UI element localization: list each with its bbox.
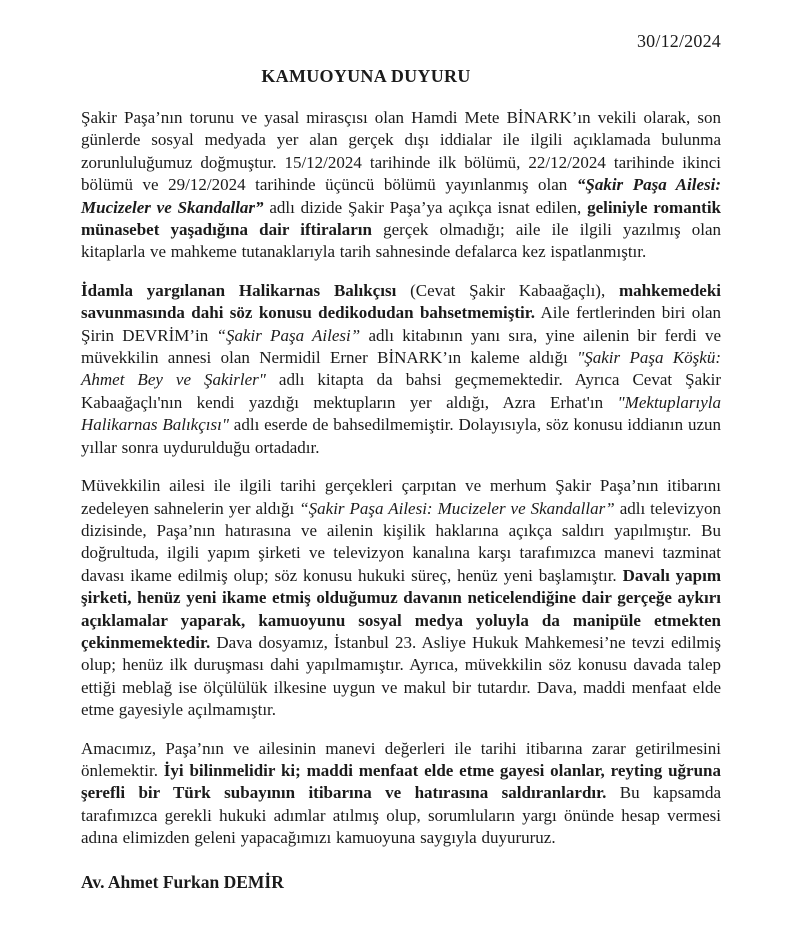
text-run: Dava dosyamız, İstanbul 23. Asliye Hukuk Mahkemesi’ne tevzi edilmiş olup; henüz ilk duruşması dahi yapılmamıştır. Ayrıca, müvekkilin söz konusu davada talep ettiği meblağ ise ölçülülük ilkesine uygun ve makul bir tutardır. Dava, maddi menfaat elde etme gayesiyle açılmamıştır. bbox=[81, 632, 721, 720]
text-run: mahkemedeki savunmasında dahi söz konusu dedikodudan bahsetmemiştir. bbox=[81, 280, 721, 323]
text-run: adlı dizide Şakir Paşa’ya açıkça isnat edilen, bbox=[263, 197, 588, 217]
text-run: adlı kitapta da bahsi geçmemektedir. Ayrıca Cevat Şakir Kabaağaçlı'nın kendi yazdığı mektupların yer aldığı, Azra Erhat'ın bbox=[81, 370, 721, 412]
text-run: Davalı yapım şirketi, henüz yeni ikame etmiş olduğumuz davanın neticelendiğine dair gerçeğe aykırı açıklamalar yaparak, kamuoyunu sosyal medya yoluyla da manipüle etmekten çekinmemektedir. bbox=[81, 565, 722, 652]
paragraph-3 bbox=[81, 475, 721, 721]
text-run: “Şakir Paşa Ailesi: Mucizeler ve Skandallar” bbox=[299, 498, 615, 518]
text-run: "Şakir Paşa Köşkü: Ahmet Bey ve Şakirler" bbox=[81, 348, 721, 390]
text-run: gerçek olmadığı; aile ile ilgili yazılmış olan kitaplarla ve mahkeme tutanaklarıyla tarih sahnesinde defalarca kez ispatlanmıştır. bbox=[81, 220, 721, 262]
paragraph-1 bbox=[81, 107, 721, 264]
document-date: 30/12/2024 bbox=[636, 31, 721, 51]
text-run: geliniyle romantik münasebet yaşadığına dair iftiraların bbox=[81, 197, 721, 240]
text-run: “Şakir Paşa Ailesi: Mucizeler ve Skandallar” bbox=[81, 175, 721, 217]
text-run: Müvekkilin ailesi ile ilgili tarihi gerçekleri çarpıtan ve merhum Şakir Paşa’nın itibarını zedeleyen sahnelerin yer aldığı bbox=[81, 476, 721, 518]
signature: Av. Ahmet Furkan DEMİR bbox=[81, 871, 284, 892]
text-run: Aile fertlerinden biri olan Şirin DEVRİM’in bbox=[81, 303, 722, 345]
text-run: İyi bilinmelidir ki; maddi menfaat elde etme gayesi olanlar, reyting uğruna şerefli bir Türk subayının itibarına ve hatırasına saldıranlardır. bbox=[81, 760, 721, 803]
text-run: "Mektuplarıyla Halikarnas Balıkçısı" bbox=[81, 392, 721, 435]
text-run: adlı eserde de bahsedilmemiştir. Dolayısıyla, söz konusu iddianın uzun yıllar sonra uydurulduğu ortadadır. bbox=[81, 415, 721, 457]
text-run: Bu kapsamda tarafımızca gerekli hukuki adımlar atılmış olup, sorumluların yargı önünde hesap vermesi adına elimizden geleni yapacağımızı kamuoyuna saygıyla duyururuz. bbox=[81, 783, 721, 848]
text-run: Şakir Paşa’nın torunu ve yasal mirasçısı olan Hamdi Mete BİNARK’ın vekili olarak, son günlerde sosyal medyada yer alan gerçek dışı iddialar ile ilgili açıklamada bulunma zorunluluğumuz doğmuştur. 15/12/2024 tarihinde ilk bölümü, 22/12/2024 tarihinde ikinci bölümü ve 29/12/2024 tarihinde üçüncü bölümü yayınlanmış olan bbox=[81, 108, 721, 195]
paragraph-4 bbox=[81, 738, 721, 850]
paragraph-2 bbox=[81, 280, 721, 459]
text-run: adlı televizyon dizisinde, Paşa’nın hatırasına ve ailenin kişilik haklarına açıkça saldırı yapılmıştır. Bu doğrultuda, ilgili yapım şirketi ve televizyon kanalına karşı tarafımızca manevi tazminat davası ikame edilmiş olup; söz konusu hukuki süreç, henüz yeni başlamıştır. bbox=[81, 498, 721, 585]
text-run: (Cevat Şakir Kabaağaçlı), bbox=[396, 280, 619, 300]
text-run: Amacımız, Paşa’nın ve ailesinin manevi değerleri ile tarihi itibarına zarar getirilmesini önlemektir. bbox=[81, 738, 721, 780]
document-body bbox=[81, 107, 721, 850]
text-run: “Şakir Paşa Ailesi” bbox=[216, 325, 361, 345]
text-run: İdamla yargılanan Halikarnas Balıkçısı bbox=[81, 280, 397, 300]
document-title: KAMUOYUNA DUYURU bbox=[261, 66, 471, 86]
text-run: adlı kitabının yanı sıra, yine ailenin bir ferdi ve müvekkilin annesi olan Nermidil Erner BİNARK’ın kaleme aldığı bbox=[81, 325, 721, 368]
